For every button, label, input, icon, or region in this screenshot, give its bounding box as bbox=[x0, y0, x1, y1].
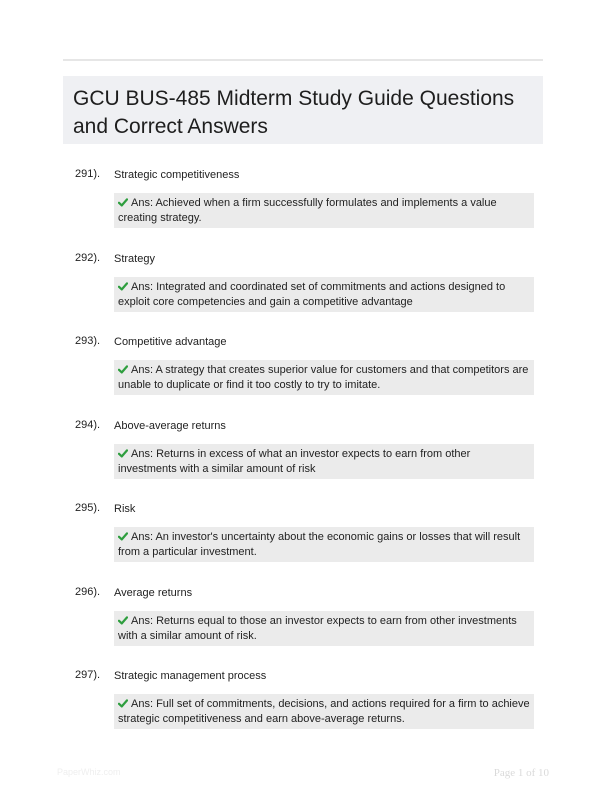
answer-box bbox=[114, 193, 534, 228]
check-icon bbox=[118, 532, 128, 541]
answer-text: Ans: Achieved when a firm successfully formulates and implements a value creating strategy. bbox=[118, 197, 497, 224]
answer-text: Ans: Returns in excess of what an investor expects to earn from other investments with a similar amount of risk bbox=[118, 447, 471, 475]
question-number: 291). bbox=[75, 168, 101, 180]
question-term: Competitive advantage bbox=[114, 336, 227, 348]
check-icon bbox=[118, 198, 128, 207]
answer-text: Ans: Returns equal to those an investor expects to earn from other investments with a similar amount of risk. bbox=[118, 614, 517, 642]
answer-text: Ans: Full set of commitments, decisions, and actions required for a firm to achieve strategic competitiveness and earn above-average returns. bbox=[118, 698, 530, 725]
answer-box bbox=[114, 694, 534, 729]
qa-list bbox=[63, 165, 543, 750]
page-title: GCU BUS-485 Midterm Study Guide Questions and Correct Answers bbox=[73, 87, 515, 138]
answer-text: Ans: An investor's uncertainty about the economic gains or losses that will result from a particular investment. bbox=[118, 531, 521, 558]
question-number: 297). bbox=[75, 669, 101, 681]
page-indicator: Page 1 of 10 bbox=[493, 767, 549, 779]
qa-item bbox=[63, 165, 543, 249]
question-term: Above-average returns bbox=[114, 419, 226, 432]
question-term: Strategic competitiveness bbox=[114, 169, 240, 181]
question-number: 293). bbox=[75, 335, 101, 347]
qa-item bbox=[63, 499, 543, 583]
qa-item bbox=[63, 249, 543, 333]
answer-text: Ans: Integrated and coordinated set of commitments and actions designed to exploit core competencies and gain a competitive advantage bbox=[118, 280, 506, 308]
check-icon bbox=[118, 365, 128, 374]
check-icon bbox=[118, 699, 128, 708]
check-icon bbox=[118, 616, 128, 625]
question-number: 294). bbox=[75, 418, 101, 431]
answer-text: Ans: A strategy that creates superior value for customers and that competitors are unable to duplicate or find it too costly to try to imitate. bbox=[118, 364, 529, 391]
footer-watermark: PaperWhiz.com bbox=[57, 767, 121, 777]
question-number: 292). bbox=[75, 251, 101, 264]
question-term: Strategy bbox=[114, 252, 155, 265]
qa-item bbox=[63, 666, 543, 750]
check-icon bbox=[118, 282, 128, 291]
question-number: 295). bbox=[75, 502, 101, 514]
answer-box bbox=[114, 444, 534, 479]
question-term: Risk bbox=[114, 503, 136, 515]
qa-item bbox=[63, 416, 543, 500]
top-divider bbox=[63, 59, 543, 61]
question-term: Strategic management process bbox=[114, 670, 267, 682]
qa-item bbox=[63, 332, 543, 416]
answer-box bbox=[114, 277, 534, 312]
answer-box bbox=[114, 611, 534, 646]
question-number: 296). bbox=[75, 585, 101, 598]
check-icon bbox=[118, 449, 128, 458]
answer-box bbox=[114, 527, 534, 562]
qa-item bbox=[63, 583, 543, 667]
title-banner bbox=[63, 76, 543, 144]
answer-box bbox=[114, 360, 534, 395]
question-term: Average returns bbox=[114, 586, 193, 599]
